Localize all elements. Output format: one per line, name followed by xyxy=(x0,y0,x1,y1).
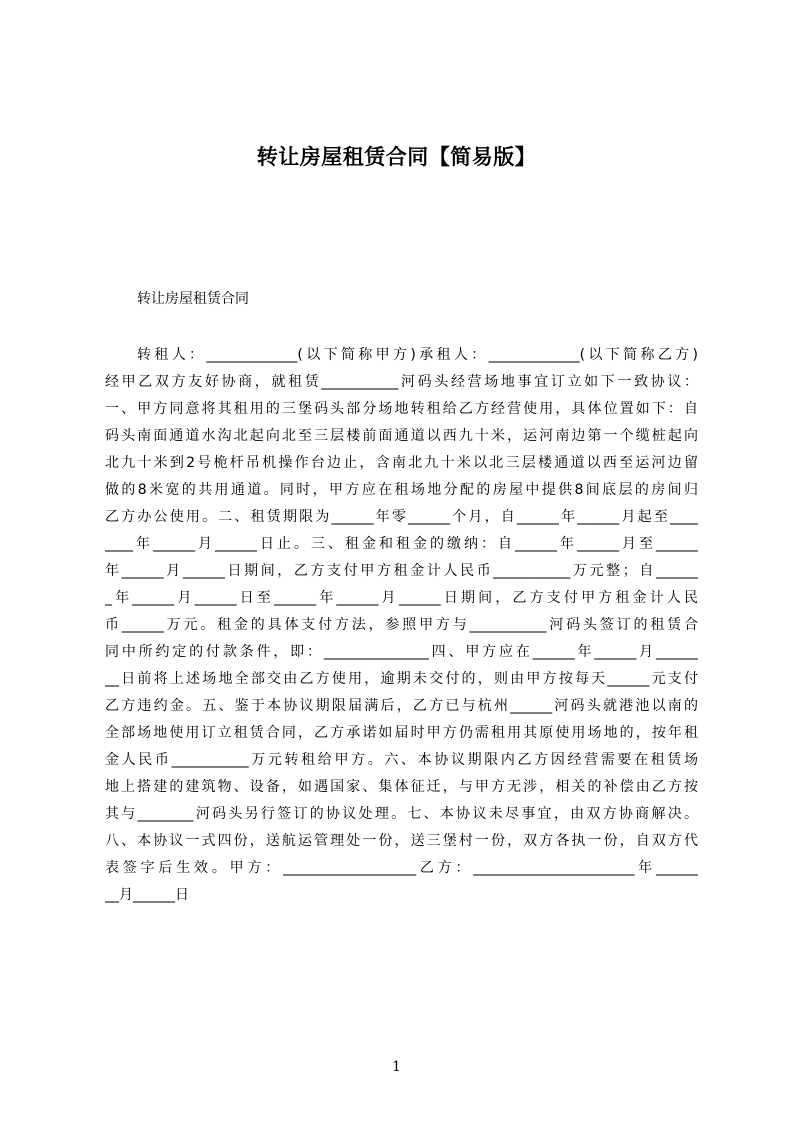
body-line: 码头南面通道水沟北起向北至三层楼前面通道以西九十米，运河南边第一个缆桩起向 xyxy=(105,428,698,444)
document-title: 转让房屋租赁合同【简易版】 xyxy=(256,145,537,169)
body-line: 金人民币___________万元转租给甲方。六、本协议期限内乙方因经营需要在租赁场 xyxy=(105,752,698,768)
body-line: __月______日 xyxy=(105,887,189,903)
body-line: 北九十米到2号桅杆吊机操作台边止，含南北九十米以北三层楼通道以西至运河边留 xyxy=(105,455,698,471)
body-line: 一、甲方同意将其租用的三堡码头部分场地转租给乙方经营使用，具体位置如下：自 xyxy=(105,401,698,417)
body-line: 全部场地使用订立租赁合同，乙方承诺如届时甲方仍需租用其原使用场地的，按年租 xyxy=(105,725,698,741)
body-line: 其与________河码头另行签订的协议处理。七、本协议未尽事宜，由双方协商解决。 xyxy=(105,806,698,822)
body-line: 地上搭建的建筑物、设备，如遇国家、集体征迁，与甲方无涉，相关的补偿由乙方按 xyxy=(105,779,698,795)
body-line: 同中所约定的付款条件，即：_______________四、甲方应在______年______月______ xyxy=(105,644,698,660)
document-subtitle: 转让房屋租赁合同 xyxy=(137,291,249,307)
body-line: 做的8米宽的共用通道。同时，甲方应在租场地分配的房屋中提供8间底层的房间归 xyxy=(105,482,698,498)
page-number: 1 xyxy=(392,1059,401,1075)
body-line: 转租人：_____________(以下简称甲方)承租人：_____________(以下简称乙方) xyxy=(137,347,698,363)
body-line: _年______月______日至______年______月______日期间，乙方支付甲方租金计人民 xyxy=(105,590,698,606)
body-line: 经甲乙双方友好协商，就租赁___________河码头经营场地事宜订立如下一致协议： xyxy=(105,374,698,390)
body-line: 八、本协议一式四份，送航运管理处一份，送三堡村一份，双方各执一份，自双方代 xyxy=(105,833,698,849)
body-line: ____年______月______日止。三、租金和租金的缴纳：自______年______月至______ xyxy=(105,536,698,552)
body-line: __日前将上述场地全部交由乙方使用，逾期未交付的，则由甲方按每天______元支付 xyxy=(105,671,698,687)
body-line: 表签字后生效。甲方：___________________乙方：_______________________年______ xyxy=(105,860,698,876)
body-line: 币______万元。租金的具体支付方法，参照甲方与___________河码头签订的租赁合 xyxy=(105,617,698,633)
body-line: 年______月______日期间，乙方支付甲方租金计人民币___________万元整；自______ xyxy=(105,563,698,579)
body-line: 乙方违约金。五、鉴于本协议期限届满后，乙方已与杭州______河码头就港池以南的 xyxy=(105,698,698,714)
body-line: 乙方办公使用。二、租赁期限为______年零______个月，自______年______月起至____ xyxy=(105,509,698,525)
